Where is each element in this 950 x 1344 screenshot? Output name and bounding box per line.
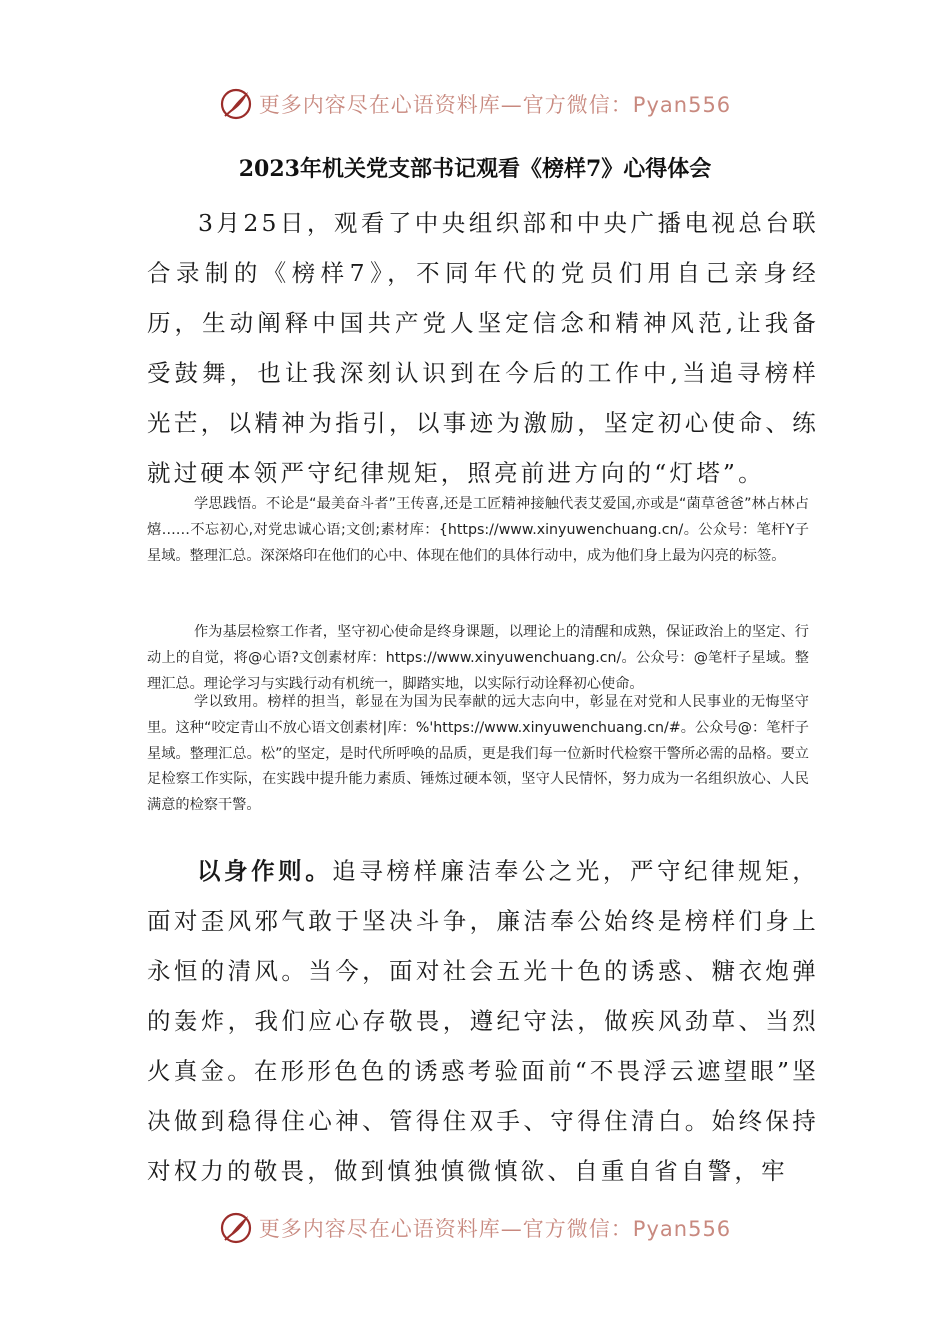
small-paragraph-1: 学思践悟。不论是“最美奋斗者”王传喜,还是工匠精神接触代表艾爱国,亦或是“菌草爸爸”林占林占熺……不忘初心,对党忠诚心语;文创;素材库：{https://www.xinyuwenchuang.cn/。公众号：笔杆Y子星域。整理汇总。深深烙印在他们的心中、体现在他们的具体行动中，成为他们身上最为闪亮的标签。 [147,496,809,564]
lead-paragraph [147,846,819,1196]
watermark-text: 更多内容尽在心语资料库—官方微信：Pyan556 [258,93,732,117]
small-paragraph-2: 作为基层检察工作者，坚守初心使命是终身课题，以理论上的清醒和成熟，保证政治上的坚定、行动上的自觉，将@心语?文创素材库：https://www.xinyuwenchuang.cn/。公众号：@笔杆子星域。整理汇总。理论学习与实践行动有机统一，脚踏实地，以实际行动诠释初心使命。 [147,624,809,692]
footer-watermark [0,1208,950,1248]
watermark-text: 更多内容尽在心语资料库—官方微信：Pyan556 [258,1217,732,1241]
document-title: 2023年机关党支部书记观看《榜样7》心得体会 [238,156,712,182]
quill-pen-icon [219,87,253,121]
quill-pen-icon [219,1211,253,1245]
intro-paragraph: 3月25日，观看了中央组织部和中央广播电视总台联合录制的《榜样7》，不同年代的党员们用自己亲身经历，生动阐释中国共产党人坚定信念和精神风范,让我备受鼓舞，也让我深刻认识到在今后的工作中,当追寻榜样光芒，以精神为指引，以事迹为激励，坚定初心使命、练就过硬本领严守纪律规矩，照亮前进方向的“灯塔”。 [147,209,819,487]
header-watermark [0,84,950,124]
lead-heading: 以身作则。 [197,857,333,885]
small-paragraph-3: 学以致用。榜样的担当，彰显在为国为民奉献的远大志向中，彰显在对党和人民事业的无悔坚守里。这种“咬定青山不放心语文创素材|库：%'https://www.xinyuwenchuang.cn/#。公众号@：笔杆子星域。整理汇总。松”的坚定，是时代所呼唤的品质，更是我们每一位新时代检察干警所必需的品格。要立足检察工作实际，在实践中提升能力素质、锤炼过硬本领，坚守人民情怀，努力成为一名组织放心、人民满意的检察干警。 [147,694,809,814]
lead-body: 追寻榜样廉洁奉公之光，严守纪律规矩，面对歪风邪气敢于坚决斗争，廉洁奉公始终是榜样们身上永恒的清风。当今，面对社会五光十色的诱惑、糖衣炮弹的轰炸，我们应心存敬畏，遵纪守法，做疾风劲草、当烈火真金。在形形色色的诱惑考验面前“不畏浮云遮望眼”坚决做到稳得住心神、管得住双手、守得住清白。始终保持对权力的敬畏，做到慎独慎微慎欲、自重自省自警，牢 [147,857,819,1185]
